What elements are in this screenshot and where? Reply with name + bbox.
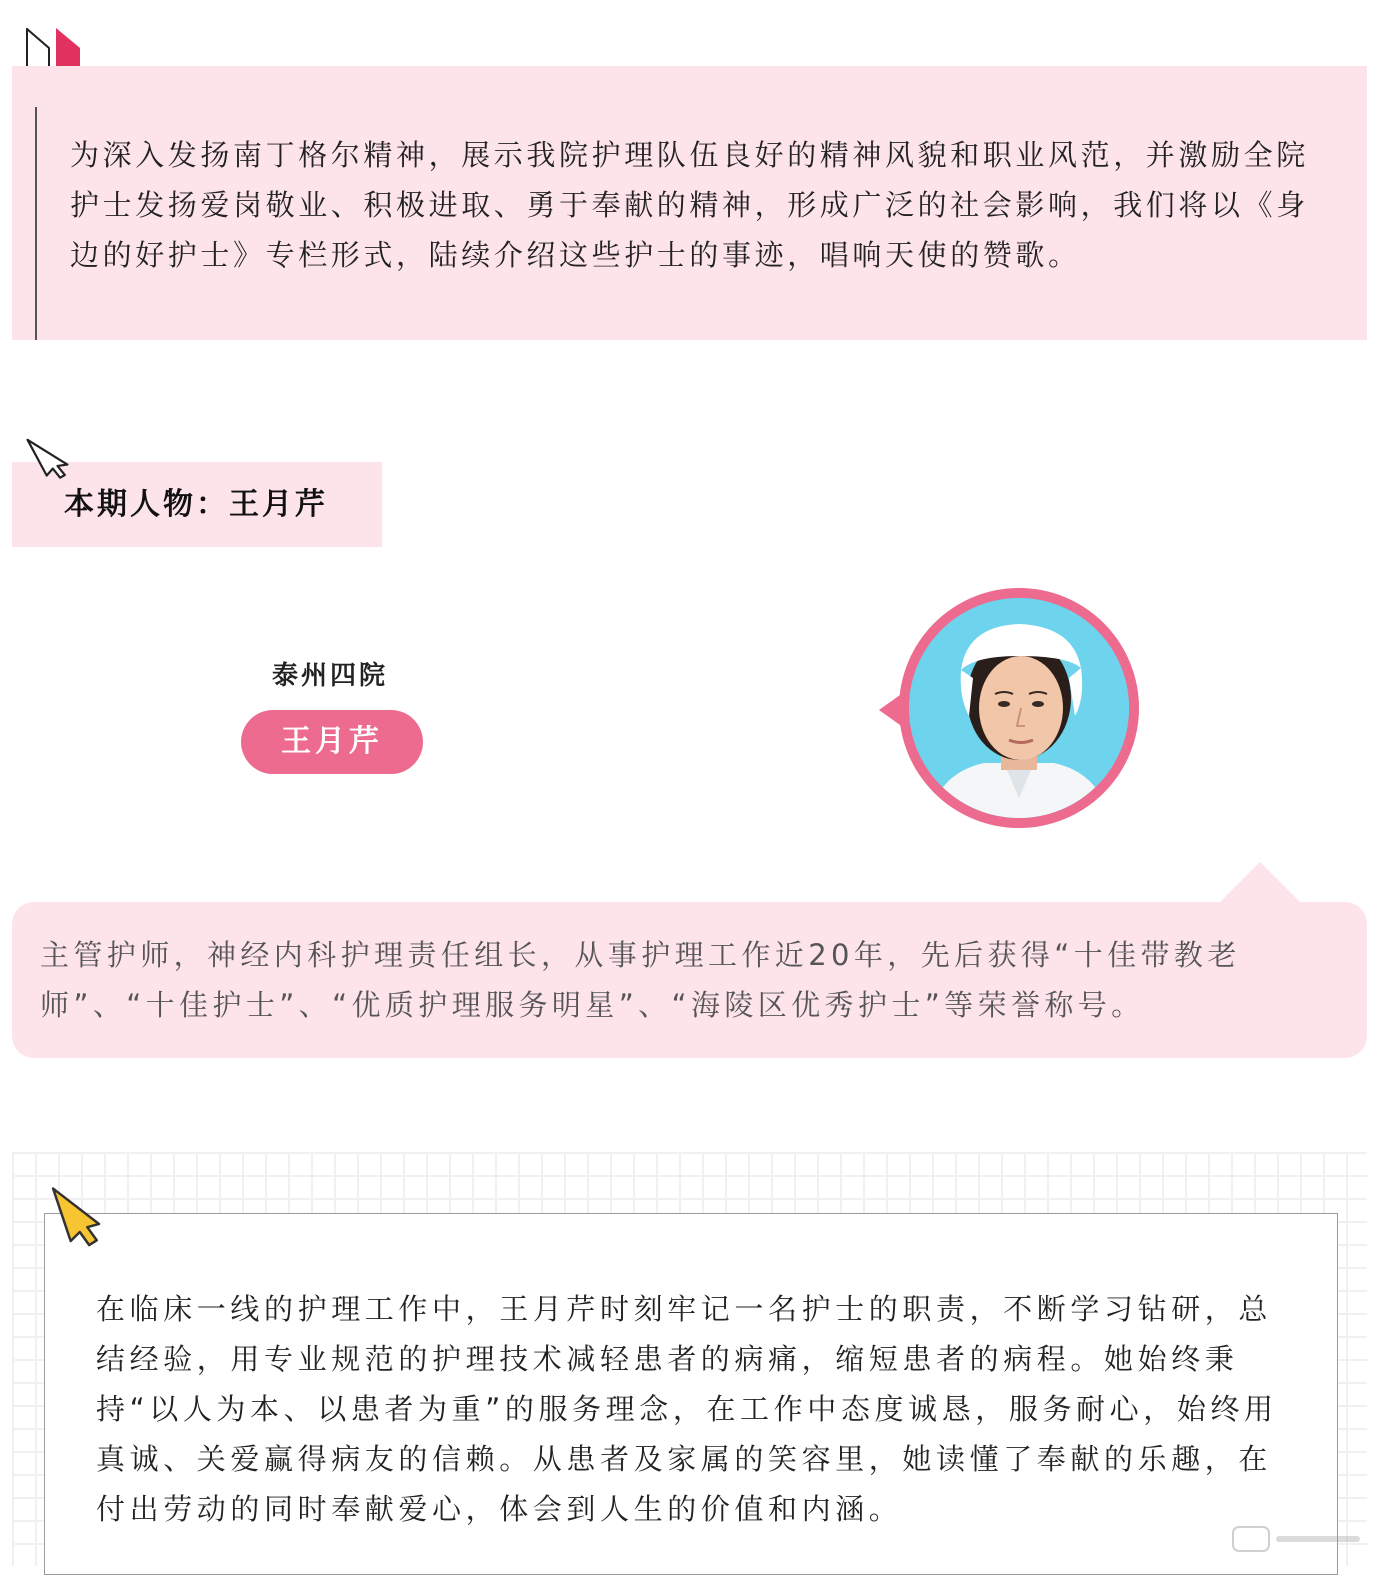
hospital-name: 泰州四院 xyxy=(271,661,388,691)
watermark-logo xyxy=(1232,1524,1368,1554)
nurse-name-badge: 王月芹 xyxy=(241,710,423,774)
bio-text: 主管护师，神经内科护理责任组长，从事护理工作近20年，先后获得“十佳带教老师”、“十佳护士”、“优质护理服务明星”、“海陵区优秀护士”等荣誉称号。 xyxy=(40,938,1241,1022)
nurse-portrait xyxy=(909,598,1129,818)
intro-text: 为深入发扬南丁格尔精神，展示我院护理队伍良好的精神风貌和职业风范，并激励全院护士发扬爱岗敬业、积极进取、勇于奉献的精神，形成广泛的社会影响，我们将以《身边的好护士》专栏形式，陆续介绍这些护士的事迹，唱响天使的赞歌。 xyxy=(70,138,1309,272)
intro-divider xyxy=(35,107,37,340)
bio-card-notch xyxy=(1218,862,1302,904)
portrait-illustration xyxy=(909,598,1129,818)
issue-heading: 本期人物：王月芹 xyxy=(64,487,328,522)
yellow-pointer-icon xyxy=(50,1180,108,1250)
cursor-arrow-icon xyxy=(26,433,72,479)
story-text: 在临床一线的护理工作中，王月芹时刻牢记一名护士的职责，不断学习钻研，总结经验，用专业规范的护理技术减轻患者的病痛，缩短患者的病程。她始终秉持“以人为本、以患者为重”的服务理念，在工作中态度诚恳，服务耐心，始终用真诚、关爱赢得病友的信赖。从患者及家属的笑容里，她读懂了奉献的乐趣，在付出劳动的同时奉献爱心，体会到人生的价值和内涵。 xyxy=(96,1292,1278,1526)
